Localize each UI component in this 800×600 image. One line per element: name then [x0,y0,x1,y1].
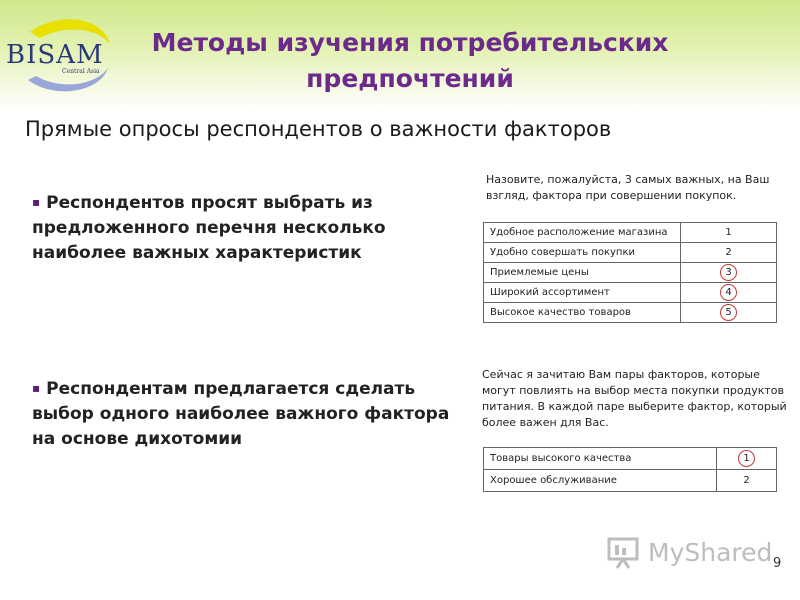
factor-number: 2 [717,470,777,492]
page-title [130,25,690,97]
title-line-2: предпочтений [306,64,514,93]
logo-text: BISAM [6,40,104,70]
factor-name: Хорошее обслуживание [484,470,717,492]
table-row [484,263,777,283]
watermark [606,536,773,572]
factors-table-2 [483,447,777,492]
bullet-2-text: Респондентам предлагается сделать выбор одного наиболее важного фактора на основе дихотомии [32,379,450,449]
table-row [484,243,777,263]
factor-number: 1 [681,223,777,243]
bisam-logo [0,10,130,90]
bullet-1 [32,190,462,266]
question-1: Назовите, пожалуйста, 3 самых важных, на Ваш взгляд, фактора при совершении покупок. [486,173,770,202]
bullet-square-icon: ▪ [32,195,41,209]
table-row [484,470,777,492]
page-number: 9 [773,556,782,571]
question-2: Сейчас я зачитаю Вам пары факторов, которые могут повлиять на выбор места покупки продуктов питания. В каждой паре выберите фактор, который более важен для Вас. [482,368,787,429]
table-row [484,223,777,243]
table-row [484,303,777,323]
presentation-board-icon [606,536,642,570]
factor-name: Удобное расположение магазина [484,223,681,243]
circled-number: 4 [720,284,737,301]
bullet-2 [32,376,462,452]
subtitle: Прямые опросы респондентов о важности факторов [25,117,612,141]
factor-name: Широкий ассортимент [484,283,681,303]
factors-table-1 [483,222,777,323]
circled-number: 3 [720,264,737,281]
factor-name: Удобно совершать покупки [484,243,681,263]
factor-number-cell [681,303,777,323]
table-row [484,283,777,303]
factor-number: 2 [681,243,777,263]
factor-name: Приемлемые цены [484,263,681,283]
circled-number: 5 [720,304,737,321]
factor-number-cell [681,263,777,283]
factor-name: Высокое качество товаров [484,303,681,323]
watermark-text: MyShared [648,538,773,567]
logo-subtext: Central Asia [62,68,100,75]
bullet-square-icon: ▪ [32,381,41,395]
factor-number-cell [717,448,777,470]
table-row [484,448,777,470]
title-line-1: Методы изучения потребительских [151,28,669,57]
bullet-1-text: Респондентов просят выбрать из предложенного перечня несколько наиболее важных характеристик [32,193,386,263]
circled-number: 1 [738,450,755,467]
factor-name: Товары высокого качества [484,448,717,470]
factor-number-cell [681,283,777,303]
